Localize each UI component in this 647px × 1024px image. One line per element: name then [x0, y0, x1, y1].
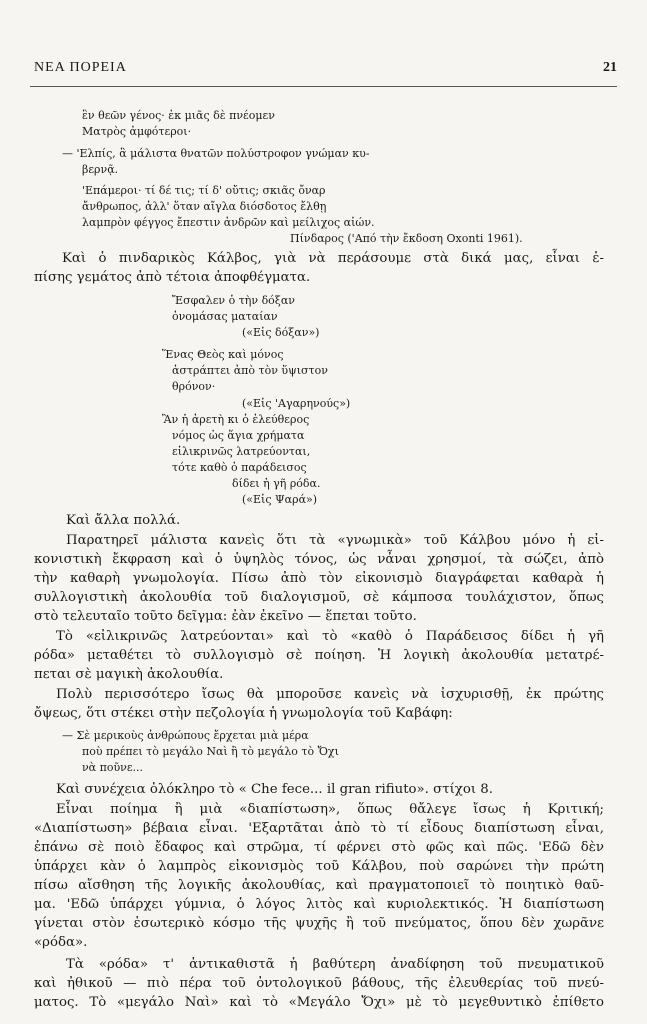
- paragraph-line: καὶ ἠθικοῦ — πιὸ πέρα τοῦ ὀντολογικοῦ βάθους, τῆς ἐλευθερίας τοῦ πνεύ-: [34, 976, 604, 991]
- paragraph-line: «ρόδα».: [34, 935, 88, 950]
- paragraph-line: μα. 'Εδῶ ὑπάρχει γύμνια, ὁ λόγος λιτὸς καὶ κυριολεκτικός. Ἡ διαπίστωση: [34, 897, 604, 912]
- kalvos-line: θρόνον·: [172, 380, 216, 393]
- kalvos-line: ὀνομάσας ματαίαν: [172, 310, 278, 323]
- paragraph-line: Καὶ συνέχεια ὁλόκληρο τὸ « Che fece... il gran rifiuto». στίχοι 8.: [56, 782, 493, 797]
- kalvos-line: («Εἰς Ψαρά»): [242, 493, 318, 506]
- kalvos-line: Ἕνας Θεὸς καὶ μόνος: [162, 348, 284, 361]
- pindar-line: — 'Ελπίς, ἃ μάλιστα θνατῶν πολύστροφον γνώμαν κυ-: [62, 147, 370, 160]
- cavafy-line: — Σὲ μερικοὺς ἀνθρώπους ἔρχεται μιὰ μέρα: [62, 729, 309, 742]
- paragraph-line: Πολὺ περισσότερο ἴσως θὰ μποροῦσε κανεὶς νὰ ἰσχυρισθῇ, ἐκ πρώτης: [56, 687, 604, 702]
- page-number: 21: [603, 60, 617, 75]
- pindar-line: βερνᾷ.: [82, 163, 119, 176]
- pindar-line: ἄνθρωπος, ἀλλ' ὅταν αἴγλα διόσδοτος ἔλθῃ: [82, 200, 327, 213]
- kalvos-line: Ἔσφαλεν ὁ τὴν δόξαν: [172, 294, 295, 307]
- cavafy-line: νὰ ποῦνε...: [82, 761, 144, 774]
- kalvos-line: («Εἰς δόξαν»): [242, 326, 320, 339]
- journal-title: ΝΕΑ ΠΟΡΕΙΑ: [34, 60, 127, 75]
- paragraph-line: ἐπάνω σὲ ποιὸ ἔδαφος καὶ στρῶμα, τί φέρνει στὸ φῶς καὶ πῶς. 'Εδῶ δὲν: [34, 840, 604, 855]
- pindar-line: 'Επάμεροι· τί δέ τις; τί δ' οὔτις; σκιᾶς ὄναρ: [82, 184, 326, 197]
- paragraph-line: ρόδα» μεταθέτει τὸ συλλογισμὸ σὲ ποίηση. Ἡ λογικὴ ἀκολουθία μετατρέ-: [34, 648, 604, 663]
- cavafy-line: ποὺ πρέπει τὸ μεγάλο Ναὶ ἢ τὸ μεγάλο τὸ Ὄχι: [82, 745, 339, 758]
- paragraph-line: Παρατηρεῖ μάλιστα κανεὶς ὅτι τὰ «γνωμικὰ» τοῦ Κάλβου μόνο ἡ εἰ-: [66, 533, 604, 548]
- kalvos-line: εἰλικρινῶς λατρεύονται,: [172, 445, 311, 458]
- kalvos-line: νόμος ὡς ἅγια χρήματα: [172, 429, 305, 442]
- paragraph-line: τὴν καθαρὴ γνωμολογία. Πίσω ἀπὸ τὸν εἰκονισμὸ διαγράφεται καθαρὰ ἡ: [34, 571, 604, 586]
- kalvos-line: («Εἰς 'Αγαρηνούς»): [242, 397, 351, 410]
- paragraph-line: κονιστικὴ ἔκφραση καὶ ὁ ὑψηλὸς τόνος, ὡς νἆναι χρησμοί, τὰ σώζει, ἀπὸ: [34, 552, 604, 567]
- paragraph-line: ὑπάρχει κὰν ὁ λαμπρὸς εἰκονισμὸς τοῦ Κάλβου, ποὺ σαρώνει τὴν πρώτη: [34, 859, 604, 874]
- header-rule: [30, 86, 617, 87]
- paragraph-line: Καὶ ἄλλα πολλά.: [66, 513, 181, 528]
- paragraph-line: Τὸ «εἰλικρινῶς λατρεύονται» καὶ τὸ «καθὸ ὁ Παράδεισος δίδει ἡ γῆ: [56, 629, 604, 644]
- pindar-line: λαμπρὸν φέγγος ἔπεστιν ἀνδρῶν καὶ μείλιχος αἰών.: [82, 216, 375, 229]
- paragraph-line: συλλογιστικὴ ἀκολουθία τοῦ διαλογισμοῦ, σὲ κάμποσα τουλάχιστον, ὅπως: [34, 590, 604, 605]
- pindar-line: Ματρὸς ἀμφότεροι·: [82, 125, 192, 138]
- paragraph-line: Τὰ «ρόδα» τ' ἀντικαθιστᾶ ἡ βαθύτερη ἀναδίφηση τοῦ πνευματικοῦ: [66, 957, 604, 972]
- paragraph-line: Καὶ ὁ πινδαρικὸς Κάλβος, γιὰ νὰ περάσουμε στὰ δικά μας, εἶναι ἐ-: [62, 251, 604, 266]
- paragraph-line: γίνεται στὸν ἐσωτερικὸ κόσμο τῆς ψυχῆς ἢ τοῦ πνεύματος, ὅπου δὲν χωρᾶνε: [34, 916, 604, 931]
- kalvos-line: Ἂν ἡ ἀρετὴ κι ὁ ἐλεύθερος: [162, 413, 310, 426]
- paragraph-line: πίσω αἴσθηση τῆς λογικῆς ἀκολουθίας, καὶ πραγματοποιεῖ τὸ ποιητικὸ θαῦ-: [34, 878, 604, 893]
- pindar-attribution: Πίνδαρος ('Από τὴν ἔκδοση Oxonti 1961).: [290, 232, 523, 245]
- kalvos-line: δίδει ἡ γῆ ρόδα.: [232, 477, 321, 490]
- page-header: [34, 60, 617, 82]
- paragraph-line: ματος. Τὸ «μεγάλο Ναὶ» καὶ τὸ «Μεγάλο Ὄχι» μὲ τὸ μεγεθυντικὸ ἐπίθετο: [34, 995, 604, 1010]
- kalvos-line: τότε καθὸ ὁ παράδεισος: [172, 461, 307, 474]
- paragraph-line: «Διαπίστωση» βέβαια εἶναι. 'Εξαρτᾶται ἀπὸ τὸ τί εἶδους διαπίστωση εἶναι,: [34, 821, 604, 836]
- paragraph-line: Εἶναι ποίημα ἢ μιὰ «διαπίστωση», ὅπως θἄλεγε ἴσως ἡ Κριτική;: [56, 802, 604, 817]
- paragraph-line: στὸ τελευταῖο τοῦτο δεῖγμα: ἐὰν ἐκεῖνο — ἕπεται τοῦτο.: [34, 609, 417, 624]
- paragraph-line: ὄψεως, ὅτι στέκει στὴν πεζολογία ἡ γνωμολογία τοῦ Καβάφη:: [34, 706, 453, 721]
- kalvos-line: ἀστράπτει ἀπὸ τὸν ὕψιστον: [172, 364, 328, 377]
- paragraph-line: πεται σὲ μαγικὴ ἀκολουθία.: [34, 667, 224, 682]
- pindar-line: ἓν θεῶν γένος· ἐκ μιᾶς δὲ πνέομεν: [82, 109, 275, 122]
- paragraph-line: πίσης γεμάτος ἀπὸ τέτοια ἀποφθέγματα.: [34, 270, 311, 285]
